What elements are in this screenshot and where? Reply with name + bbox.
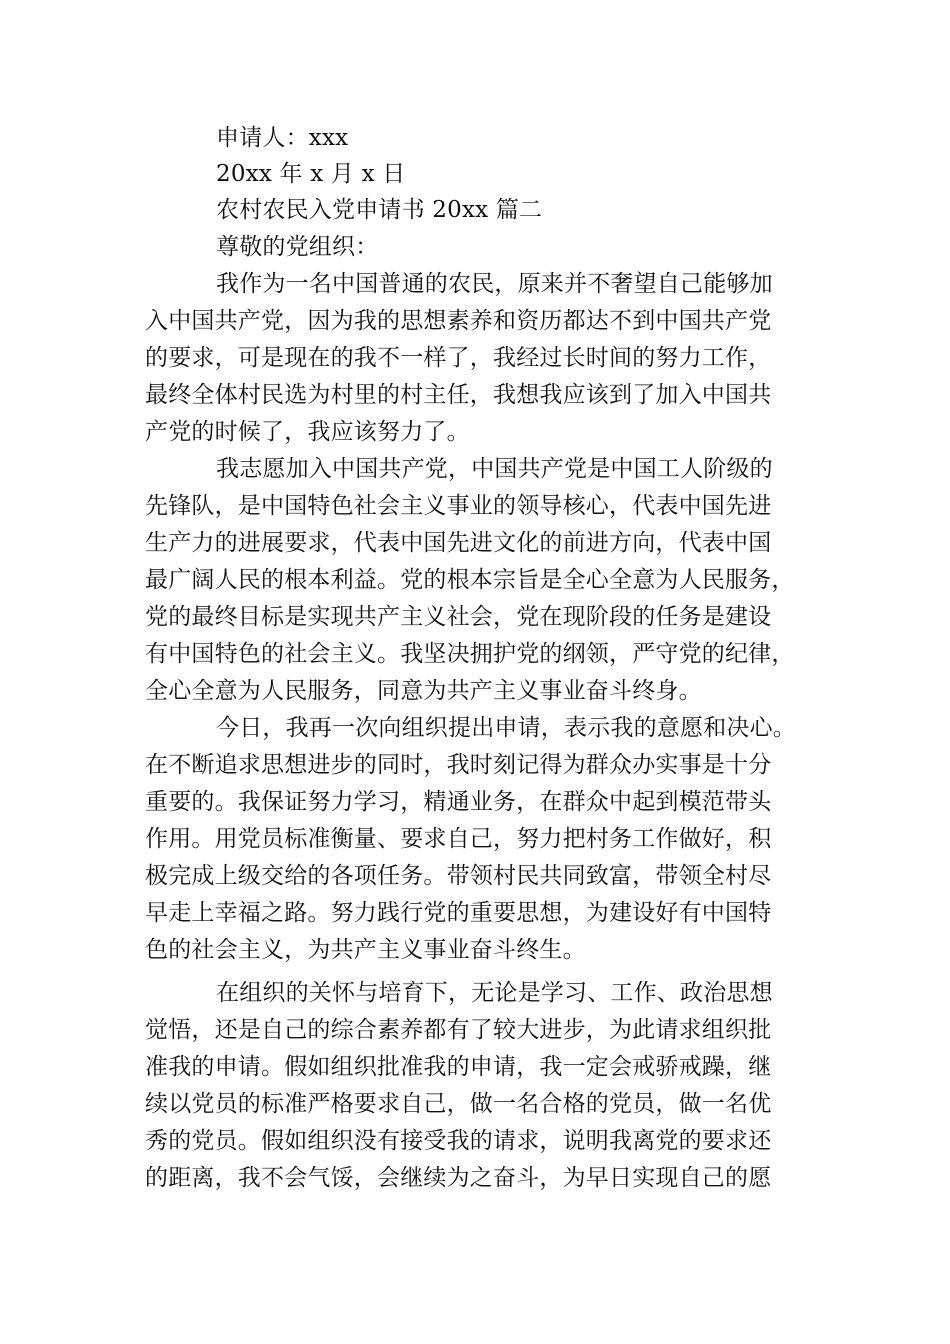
applicant-line: 申请人：xxx xyxy=(216,125,349,151)
paragraph-line: 全心全意为人民服务，同意为共产主义事业奋斗终身。 xyxy=(145,678,702,704)
paragraph-line: 我志愿加入中国共产党，中国共产党是中国工人阶级的 xyxy=(216,456,773,482)
paragraph-line: 秀的党员。假如组织没有接受我的请求，说明我离党的要求还 xyxy=(145,1128,772,1154)
paragraph-line: 党的最终目标是实现共产主义社会，党在现阶段的任务是建设 xyxy=(145,604,772,630)
paragraph-line: 觉悟，还是自己的综合素养都有了较大进步，为此请求组织批 xyxy=(145,1017,772,1043)
paragraph-line: 色的社会主义，为共产主义事业奋斗终生。 xyxy=(145,937,586,963)
paragraph-line: 最广阔人民的根本利益。党的根本宗旨是全心全意为人民服务， xyxy=(145,567,795,593)
paragraph-line: 产党的时候了，我应该努力了。 xyxy=(145,419,470,445)
paragraph-line: 作用。用党员标准衡量、要求自己，努力把村务工作做好，积 xyxy=(145,826,772,852)
paragraph-line: 重要的。我保证努力学习，精通业务，在群众中起到模范带头 xyxy=(145,789,772,815)
paragraph-line: 极完成上级交给的各项任务。带领村民共同致富，带领全村尽 xyxy=(145,863,772,889)
paragraph-line: 先锋队，是中国特色社会主义事业的领导核心，代表中国先进 xyxy=(145,493,772,519)
paragraph-line: 我作为一名中国普通的农民，原来并不奢望自己能够加 xyxy=(216,271,773,297)
paragraph-line: 最终全体村民选为村里的村主任，我想我应该到了加入中国共 xyxy=(145,382,772,408)
document-title: 农村农民入党申请书 20xx 篇二 xyxy=(216,197,543,223)
paragraph-line: 续以党员的标准严格要求自己，做一名合格的党员，做一名优 xyxy=(145,1091,772,1117)
paragraph-line: 早走上幸福之路。努力践行党的重要思想，为建设好有中国特 xyxy=(145,900,772,926)
paragraph-line: 今日，我再一次向组织提出申请，表示我的意愿和决心。 xyxy=(216,715,796,741)
paragraph-line: 在组织的关怀与培育下，无论是学习、工作、政治思想 xyxy=(216,980,773,1006)
salutation: 尊敬的党组织： xyxy=(216,234,379,260)
paragraph-line: 的要求，可是现在的我不一样了，我经过长时间的努力工作， xyxy=(145,345,772,371)
paragraph-line: 准我的申请。假如组织批准我的申请，我一定会戒骄戒躁，继 xyxy=(145,1054,772,1080)
paragraph-line: 入中国共产党，因为我的思想素养和资历都达不到中国共产党 xyxy=(145,308,772,334)
paragraph-line: 有中国特色的社会主义。我坚决拥护党的纲领，严守党的纪律， xyxy=(145,641,795,667)
paragraph-line: 生产力的进展要求，代表中国先进文化的前进方向，代表中国 xyxy=(145,530,772,556)
paragraph-line: 在不断追求思想进步的同时，我时刻记得为群众办实事是十分 xyxy=(145,752,772,778)
date-line: 20xx 年 x 月 x 日 xyxy=(216,161,406,187)
paragraph-line: 的距离，我不会气馁，会继续为之奋斗，为早日实现自己的愿 xyxy=(145,1165,772,1191)
